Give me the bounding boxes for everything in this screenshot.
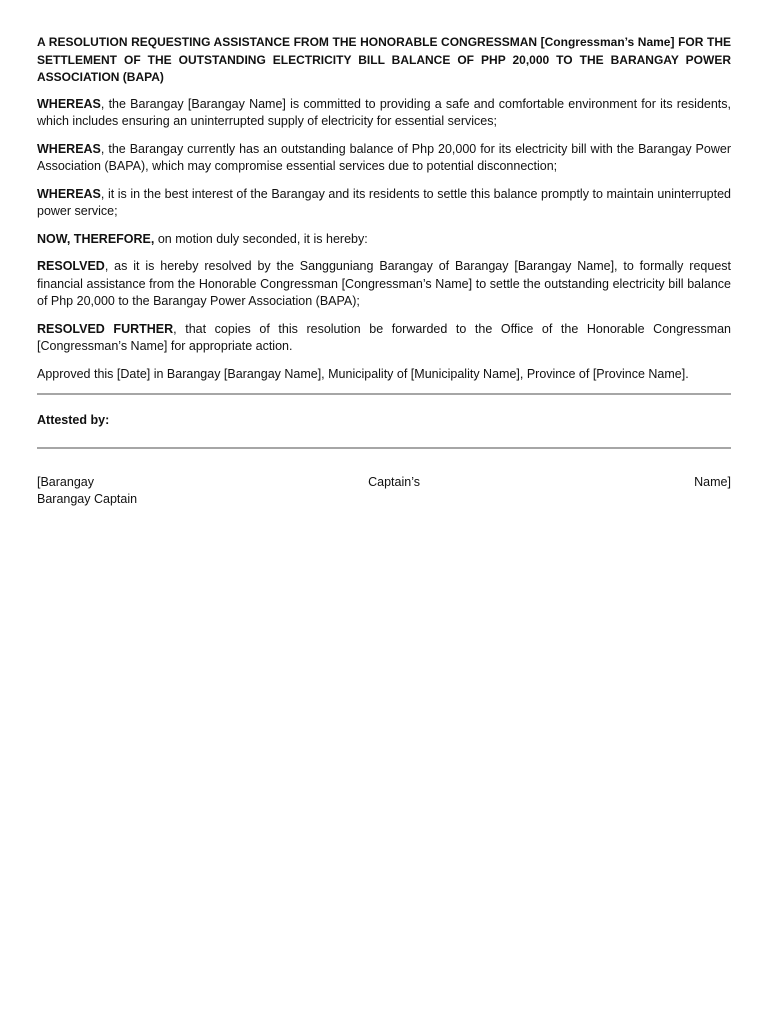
signatory-name-part: Captain’s xyxy=(368,474,421,489)
attested-label: Attested by: xyxy=(37,413,110,427)
paragraph-lead: NOW, THEREFORE, xyxy=(37,231,155,246)
signatory-title: Barangay Captain xyxy=(37,492,138,506)
paragraph-lead: WHEREAS xyxy=(37,186,101,201)
resolution-title: A RESOLUTION REQUESTING ASSISTANCE FROM THE HONORABLE CONGRESSMAN [Congressman’s Name] FOR THE SETTLEMENT OF THE OUTSTANDING ELECTRICITY BILL BALANCE OF PHP 20,000 TO THE BARANGAY POWER ASSOCIATION (BAPA) xyxy=(37,35,731,84)
resolved-paragraph xyxy=(37,258,731,311)
paragraph-text: , that copies of this resolution be forwarded to the Office of the Honorable Congressman [Congressman’s Name] for appropriate action. xyxy=(37,321,731,353)
paragraph-text: , as it is hereby resolved by the Sangguniang Barangay of Barangay [Barangay Name], to formally request financial assistance from the Honorable Congressman [Congressman’s Name] to settle the outstanding electricity bill balance of Php 20,000 to the Barangay Power Association (BAPA); xyxy=(37,259,731,308)
divider xyxy=(37,393,731,395)
whereas-paragraph-3 xyxy=(37,186,731,221)
resolved-further-paragraph xyxy=(37,321,731,356)
approved-statement: Approved this [Date] in Barangay [Barangay Name], Municipality of [Municipality Name], Province of [Province Name]. xyxy=(37,366,689,381)
paragraph-text: , it is in the best interest of the Barangay and its residents to settle this balance promptly to maintain uninterrupted power service; xyxy=(37,186,731,218)
signatory-name-part: [Barangay xyxy=(37,474,94,489)
paragraph-text: on motion duly seconded, it is hereby: xyxy=(154,231,368,246)
signatory-name xyxy=(37,474,731,492)
signatory-name-part: Name] xyxy=(694,474,731,489)
paragraph-lead: WHEREAS xyxy=(37,141,101,156)
paragraph-lead: RESOLVED xyxy=(37,259,105,273)
paragraph-text: , the Barangay [Barangay Name] is committed to providing a safe and comfortable environment for its residents, which includes ensuring an uninterrupted supply of electricity for essential services; xyxy=(37,96,731,128)
paragraph-lead: RESOLVED FURTHER xyxy=(37,321,174,336)
whereas-paragraph-2 xyxy=(37,141,731,176)
paragraph-text: , the Barangay currently has an outstanding balance of Php 20,000 for its electricity bill with the Barangay Power Association (BAPA), which may compromise essential services due to potential disconnection; xyxy=(37,141,731,173)
paragraph-lead: WHEREAS xyxy=(37,96,101,111)
now-therefore-paragraph xyxy=(37,231,731,249)
whereas-paragraph-1 xyxy=(37,96,731,131)
signature-line xyxy=(37,447,731,449)
